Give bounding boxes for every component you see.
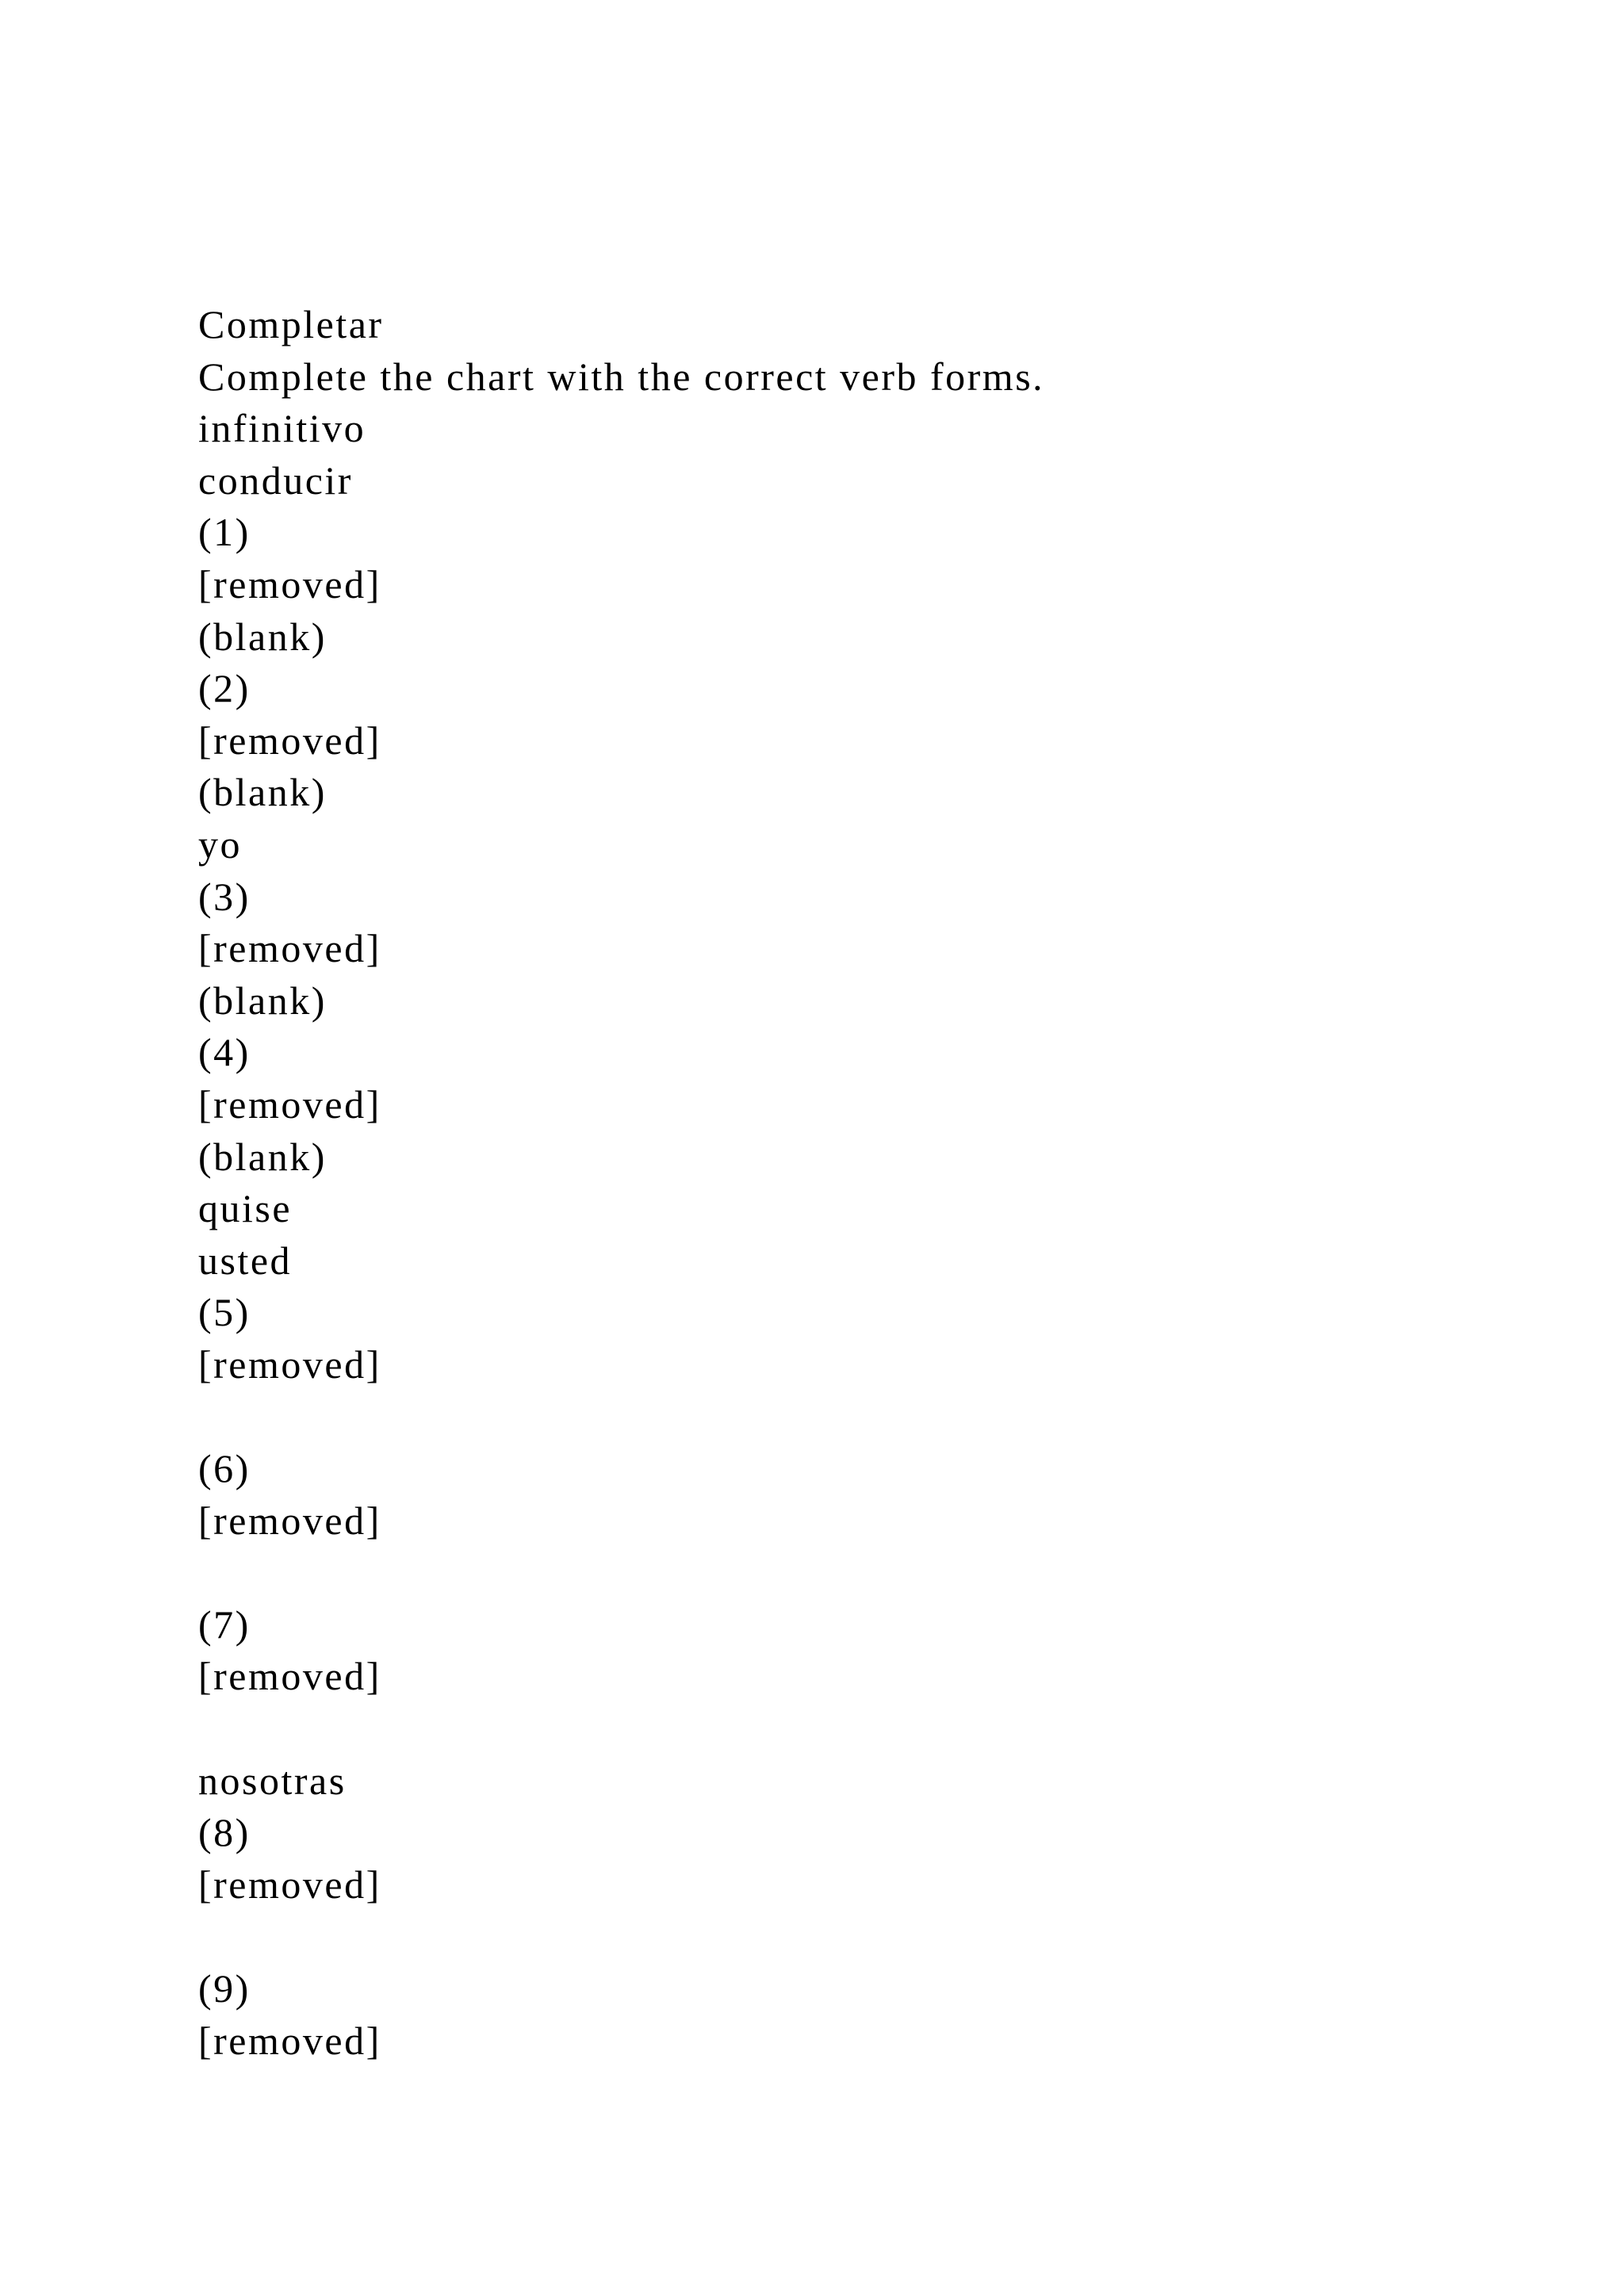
line-item-2-number: (2) bbox=[198, 666, 251, 711]
line-item-7-number: (7) bbox=[198, 1601, 251, 1647]
line-item-8-removed: [removed] bbox=[198, 1862, 381, 1907]
line-usted: usted bbox=[198, 1238, 293, 1283]
line-item-4-removed: [removed] bbox=[198, 1081, 381, 1127]
line-item-3-removed: [removed] bbox=[198, 926, 381, 971]
line-nosotras: nosotras bbox=[198, 1758, 347, 1803]
line-item-6-removed: [removed] bbox=[198, 1498, 381, 1543]
line-item-9-removed: [removed] bbox=[198, 2018, 381, 2063]
line-quise: quise bbox=[198, 1186, 293, 1231]
line-item-8-number: (8) bbox=[198, 1810, 251, 1855]
document-title: Completar bbox=[198, 302, 384, 346]
line-item-1-blank: (blank) bbox=[198, 614, 327, 659]
line-item-1-number: (1) bbox=[198, 510, 251, 555]
line-item-3-number: (3) bbox=[198, 874, 251, 919]
line-conducir: conducir bbox=[198, 457, 353, 503]
line-item-1-removed: [removed] bbox=[198, 561, 381, 607]
line-infinitivo-header: infinitivo bbox=[198, 406, 366, 451]
line-item-2-removed: [removed] bbox=[198, 718, 381, 763]
line-item-6-number: (6) bbox=[198, 1446, 251, 1491]
line-item-9-number: (9) bbox=[198, 1966, 251, 2011]
line-yo: yo bbox=[198, 821, 242, 867]
line-item-4-number: (4) bbox=[198, 1030, 251, 1075]
instructions-text: Complete the chart with the correct verb forms. bbox=[198, 354, 1045, 399]
line-item-2-blank: (blank) bbox=[198, 770, 327, 815]
line-empty bbox=[198, 1547, 1546, 1599]
line-item-5-number: (5) bbox=[198, 1290, 251, 1335]
line-empty bbox=[198, 1391, 1546, 1443]
line-item-4-blank: (blank) bbox=[198, 1134, 327, 1179]
line-item-7-removed: [removed] bbox=[198, 1654, 381, 1699]
line-empty bbox=[198, 1911, 1546, 1963]
line-item-3-blank: (blank) bbox=[198, 978, 327, 1023]
line-empty bbox=[198, 1703, 1546, 1755]
document-body bbox=[198, 299, 1546, 2067]
line-item-5-removed: [removed] bbox=[198, 1341, 381, 1387]
